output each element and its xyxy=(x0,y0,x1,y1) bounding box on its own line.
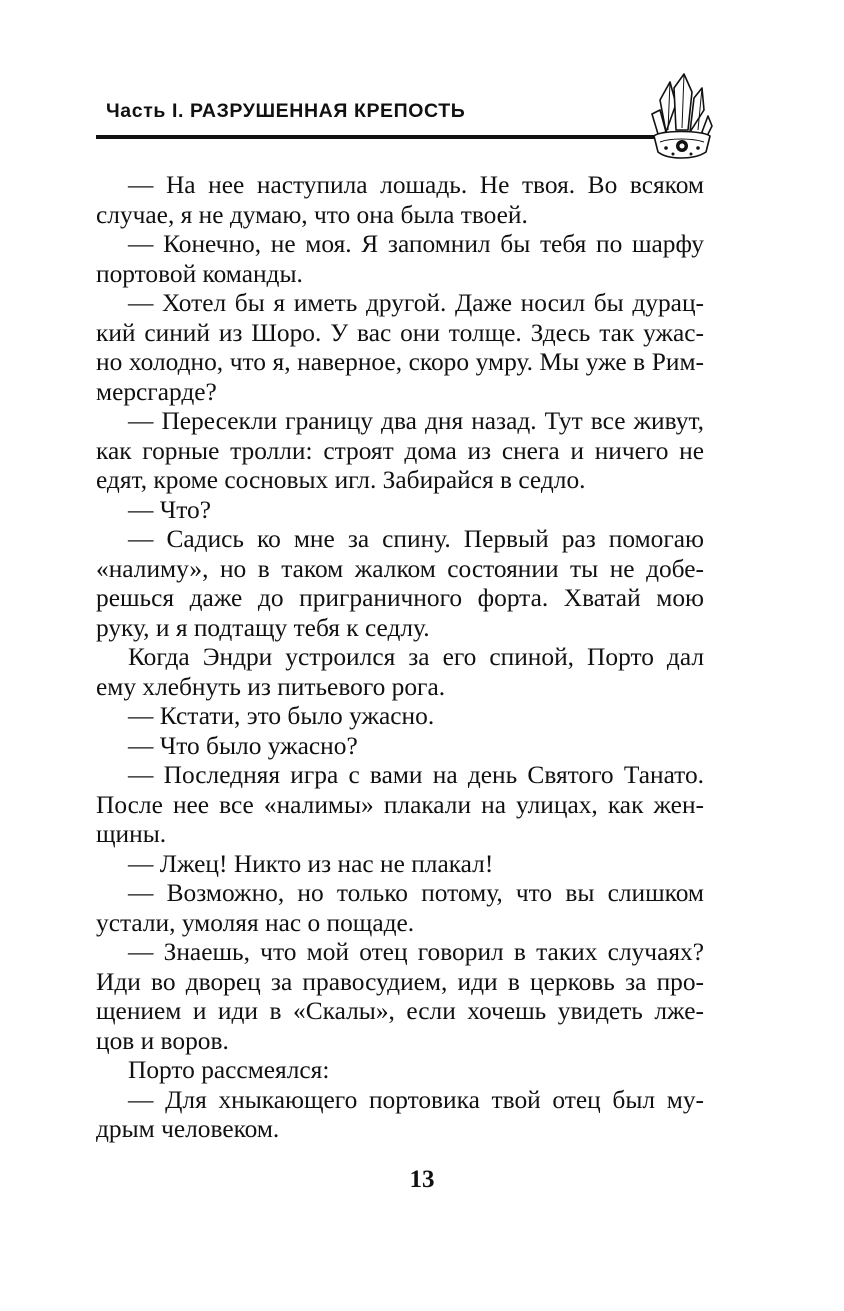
text-line: — Что было ужасно? xyxy=(128,731,358,760)
text-line: мерсгарде? xyxy=(96,377,217,406)
text-line: — Лжец! Никто из нас не плакал! xyxy=(128,849,494,878)
text-line: — На нее наступила лошадь. Не твоя. Во всяком xyxy=(128,171,704,199)
text-line: решься даже до приграничного форта. Хватай мою xyxy=(96,584,704,612)
text-line: Порто рассмеялся: xyxy=(128,1056,330,1084)
text-line: случае, я не думаю, что она была твоей. xyxy=(96,200,528,229)
header-rule xyxy=(96,135,658,139)
text-line: Когда Эндри устроился за его спиной, Порто дал xyxy=(128,643,704,671)
text-line: — Садись ко мне за спину. Первый раз помогаю xyxy=(128,525,704,553)
text-line: — Хотел бы я иметь другой. Даже носил бы дурац- xyxy=(128,289,704,317)
text-line: После нее все «налимы» плакали на улицах, как жен- xyxy=(96,790,704,819)
text-line: — Конечно, не моя. Я запомнил бы тебя по шарфу xyxy=(128,230,704,258)
crystal-ornament-icon xyxy=(646,70,716,170)
text-line: кий синий из Шоро. У вас они толще. Здесь так ужас- xyxy=(96,318,704,347)
text-line: — Знаешь, что мой отец говорил в таких случаях? xyxy=(128,938,704,966)
text-line: но холодно, что я, наверное, скоро умру. Мы уже в Рим- xyxy=(96,348,704,376)
text-line: как горные тролли: строят дома из снега и ничего не xyxy=(96,436,704,465)
text-line: «налиму», но в таком жалком состоянии ты не добе- xyxy=(96,554,704,583)
text-line: — Что? xyxy=(128,495,211,524)
text-line: — Пересекли границу два дня назад. Тут все живут, xyxy=(128,407,704,435)
text-line: руку, и я подтащу тебя к седлу. xyxy=(96,613,430,642)
text-line: — Последняя игра с вами на день Святого Танато. xyxy=(128,761,704,789)
text-line: ему хлебнуть из питьевого рога. xyxy=(96,672,446,701)
text-line: щением и иди в «Скалы», если хочешь увидеть лже- xyxy=(96,997,704,1025)
body-text xyxy=(96,171,704,1145)
text-line: Иди во дворец за правосудием, иди в церковь за про- xyxy=(96,967,704,996)
text-line: портовой команды. xyxy=(96,259,303,288)
text-line: цов и воров. xyxy=(96,1026,229,1055)
text-line: устали, умоляя нас о пощаде. xyxy=(96,908,415,937)
text-line: — Кстати, это было ужасно. xyxy=(128,702,435,730)
text-line: едят, кроме сосновых игл. Забирайся в седло. xyxy=(96,466,586,494)
text-line: дрым человеком. xyxy=(96,1115,280,1143)
text-line: — Для хныкающего портовика твой отец был му- xyxy=(128,1085,704,1114)
running-title: Часть I. РАЗРУШЕННАЯ КРЕПОСТЬ xyxy=(106,100,466,122)
text-line: щины. xyxy=(96,820,167,848)
text-line: — Возможно, но только потому, что вы слишком xyxy=(128,879,704,907)
page-number: 13 xyxy=(409,1166,435,1193)
